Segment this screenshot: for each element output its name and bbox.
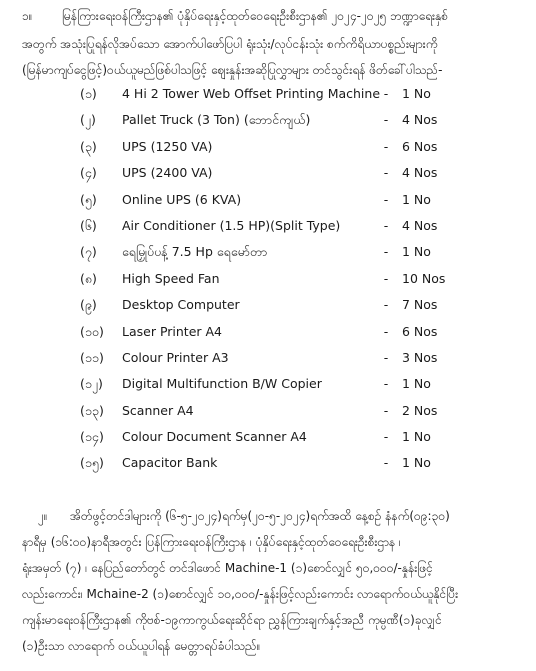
list-item	[80, 271, 520, 297]
item-name: High Speed Fan	[122, 270, 220, 286]
item-number: (၅)	[80, 191, 97, 207]
item-separator: -	[383, 323, 389, 339]
item-name: Online UPS (6 KVA)	[122, 191, 242, 207]
item-quantity: 1 No	[402, 429, 431, 445]
paragraph-1-line: အတွက် အသုံးပြုရန်လိုအပ်သော အောက်ပါဖော်ပြပါ ရုံးသုံး/လုပ်ငန်းသုံး စက်ကိရိယာပစ္စည်းများကို	[22, 37, 438, 51]
paragraph-2-line: နာရီမှ (၁၆:၀၀)နာရီအတွင်း ပြန်ကြားရေးဝန်ကြီးဌာန ၊ ပုံနှိပ်ရေးနှင့်ထုတ်ဝေရေးဦးစီးဌာန ၊	[22, 535, 401, 549]
paragraph-1-number: ၁။	[22, 9, 33, 23]
item-separator: -	[383, 138, 389, 154]
item-name: Laser Printer A4	[122, 323, 222, 339]
item-quantity: 4 Nos	[402, 165, 438, 181]
list-item	[80, 112, 520, 138]
list-item	[80, 86, 520, 112]
item-quantity: 7 Nos	[402, 297, 438, 313]
paragraph-2-line: ရုံးအမှတ် (၇) ၊ နေပြည်တော်တွင် တင်ဒါဖောင် Machine-1 (၁)စောင်လျှင် ၅၀,၀၀၀/-နှုန်းဖြင့်	[22, 561, 433, 575]
item-number: (၁၅)	[80, 455, 104, 471]
item-separator: -	[383, 244, 389, 260]
item-number: (၁)	[80, 86, 97, 101]
item-number: (၉)	[80, 297, 97, 313]
item-number: (၂)	[80, 112, 96, 128]
item-number: (၁၁)	[80, 349, 104, 365]
item-quantity: 2 Nos	[402, 402, 438, 418]
list-item	[80, 350, 520, 376]
item-quantity: 4 Nos	[402, 217, 438, 233]
item-separator: -	[383, 429, 389, 445]
item-number: (၁၂)	[80, 376, 103, 392]
paragraph-2-line: (၁)ဦးသာ လာရောက် ဝယ်ယူပါရန် မေတ္တာရပ်ခံပါသည်။	[22, 639, 261, 653]
item-quantity: 6 Nos	[402, 323, 438, 339]
paragraph-2-line: အိတ်ဖွင့်တင်ဒါများကို (၆-၅-၂၀၂၄)ရက်မှ(၂၀-၅-၂၀၂၄)ရက်အထိ နေ့စဉ် နံနက်(၀၉:၃၀)	[70, 509, 450, 523]
item-separator: -	[383, 402, 389, 418]
equipment-list	[80, 86, 520, 482]
list-item	[80, 139, 520, 165]
item-separator: -	[383, 165, 389, 181]
item-separator: -	[383, 349, 389, 365]
item-separator: -	[383, 191, 389, 207]
item-separator: -	[383, 455, 389, 471]
item-name: Digital Multifunction B/W Copier	[122, 376, 322, 392]
item-number: (၁၀)	[80, 323, 104, 339]
item-name: Desktop Computer	[122, 297, 240, 313]
item-number: (၃)	[80, 138, 97, 154]
item-name: ရေမြှုပ်ပန့် 7.5 Hp ရေမော်တာ	[122, 244, 268, 260]
item-separator: -	[383, 112, 389, 128]
item-quantity: 10 Nos	[402, 270, 446, 286]
item-name: Colour Document Scanner A4	[122, 429, 307, 445]
item-separator: -	[383, 297, 389, 313]
paragraph-2-line: ကျန်းမာရေးဝန်ကြီးဌာန၏ ကိုဗစ်-၁၉ကာကွယ်ရေးဆိုင်ရာ ညွှန်ကြားချက်နှင့်အညီ ကုမ္ပဏီ(၁)ခုလျှင်	[22, 613, 442, 627]
list-item	[80, 244, 520, 270]
paragraph-1-line: မြန်ကြားရေးဝန်ကြီးဌာန၏ ပုံနှိပ်ရေးနှင့်ထုတ်ဝေရေးဦးစီးဌာန၏ ၂၀၂၄-၂၀၂၅ ဘဏ္ဍာရေးနှစ်	[62, 9, 449, 23]
item-name: Pallet Truck (3 Ton) (ဘောင်ကျယ်)	[122, 112, 311, 128]
list-item	[80, 192, 520, 218]
paragraph-1-line: (မြန်မာကျပ်ငွေဖြင့်)ဝယ်ယူမည်ဖြစ်ပါသဖြင့် ဈေးနှုန်းအဆိုပြုလွှာများ တင်သွင်းရန် ဖိတ်ခေါ်ပါသည်-	[22, 63, 443, 77]
item-name: UPS (1250 VA)	[122, 138, 213, 154]
item-quantity: 1 No	[402, 244, 431, 260]
item-number: (၄)	[80, 165, 97, 181]
list-item	[80, 403, 520, 429]
item-number: (၈)	[80, 270, 97, 286]
list-item	[80, 297, 520, 323]
item-quantity: 3 Nos	[402, 349, 438, 365]
item-number: (၇)	[80, 244, 97, 260]
item-separator: -	[383, 217, 389, 233]
item-quantity: 4 Nos	[402, 112, 438, 128]
item-number: (၁၃)	[80, 402, 104, 418]
item-number: (၁၄)	[80, 429, 104, 445]
item-number: (၆)	[80, 217, 97, 233]
item-quantity: 1 No	[402, 86, 431, 101]
item-separator: -	[383, 86, 389, 101]
item-name: Capacitor Bank	[122, 455, 218, 471]
list-item	[80, 455, 520, 481]
item-name: UPS (2400 VA)	[122, 165, 213, 181]
item-quantity: 1 No	[402, 191, 431, 207]
list-item	[80, 429, 520, 455]
list-item	[80, 218, 520, 244]
item-name: Colour Printer A3	[122, 349, 229, 365]
item-name: Scanner A4	[122, 402, 194, 418]
item-quantity: 6 Nos	[402, 138, 438, 154]
list-item	[80, 324, 520, 350]
item-quantity: 1 No	[402, 376, 431, 392]
item-name: 4 Hi 2 Tower Web Offset Printing Machine	[122, 86, 381, 101]
paragraph-2-line: လည်းကောင်း၊ Mchaine-2 (၁)စောင်လျှင် ၁၀,၀၀၀/-နှုန်းဖြင့်လည်းကောင်း လာရောက်ဝယ်ယူနိုင်ပြီး	[22, 587, 459, 601]
item-separator: -	[383, 376, 389, 392]
list-item	[80, 376, 520, 402]
item-quantity: 1 No	[402, 455, 431, 471]
paragraph-2-number: ၂။	[38, 509, 48, 523]
item-separator: -	[383, 270, 389, 286]
list-item	[80, 165, 520, 191]
item-name: Air Conditioner (1.5 HP)(Split Type)	[122, 217, 341, 233]
